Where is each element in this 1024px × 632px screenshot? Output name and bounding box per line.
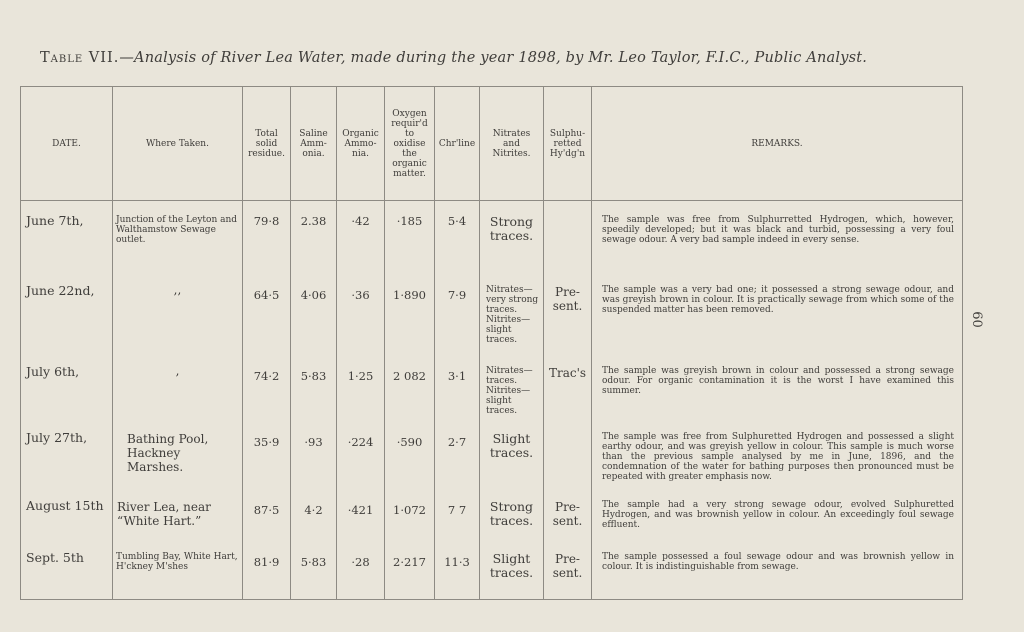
cell-date: June 7th,	[21, 201, 113, 286]
cell-where-taken: River Lea, near “White Hart.”	[113, 500, 243, 552]
cell-total-solid: 81·9	[243, 552, 291, 600]
cell-chlorine: 11·3	[435, 552, 480, 600]
cell-remarks: The sample was free from Sulphurretted Hydrogen, which, however, speedily developed; but it was black and turbid, possessing a very foul sewage odour. A very bad sample indeed in every sense.	[592, 201, 963, 286]
cell-nitrates-text: Nitrates—very strong traces.	[486, 285, 539, 315]
cell-nitrites-text: Nitrites—slight traces.	[486, 386, 531, 416]
cell-saline-ammonia: 2.38	[291, 201, 337, 286]
cell-sulph-hydrogen: Pre-sent.	[544, 552, 592, 600]
table-row	[21, 285, 963, 366]
cell-oxygen: ·185	[385, 201, 435, 286]
header-row	[21, 87, 963, 201]
table-title-text: —Analysis of River Lea Water, made during the year 1898, by Mr. Leo Taylor, F.I.C., Public Analyst.	[119, 50, 868, 66]
header-saline-ammonia: Saline Amm-onia.	[291, 87, 337, 201]
header-chlorine: Chr'line	[435, 87, 480, 201]
header-remarks: REMARKS.	[592, 87, 963, 201]
cell-where-taken: ,,	[113, 285, 243, 366]
table-title-lead: Table VII.	[40, 50, 120, 66]
cell-sulph-hydrogen: Trac's	[544, 366, 592, 432]
cell-total-solid: 35·9	[243, 432, 291, 500]
cell-saline-ammonia: 5·83	[291, 366, 337, 432]
cell-oxygen: ·590	[385, 432, 435, 500]
cell-remarks: The sample was a very bad one; it possessed a strong sewage odour, and was greyish brown in colour. It is practically sewage from which some of the suspended matter has been removed.	[592, 285, 963, 366]
cell-where-taken: Tumbling Bay, White Hart, H'ckney M'shes	[113, 552, 243, 600]
cell-organic-ammonia: ·28	[337, 552, 385, 600]
table-row	[21, 500, 963, 552]
cell-nitrates: Slight traces.	[480, 552, 544, 600]
cell-where-taken: ,	[113, 366, 243, 432]
table-title	[40, 50, 970, 66]
cell-date: July 6th,	[21, 366, 113, 432]
cell-saline-ammonia: ·93	[291, 432, 337, 500]
cell-where-taken: Bathing Pool, Hackney Marshes.	[113, 432, 243, 500]
cell-nitrates	[480, 285, 544, 366]
cell-organic-ammonia: ·421	[337, 500, 385, 552]
cell-remarks: The sample had a very strong sewage odour, evolved Sulphuretted Hydrogen, and was brownish yellow in colour. An exceedingly foul sewage effluent.	[592, 500, 963, 552]
header-nitrates-nitrites: Nitrates and Nitrites.	[480, 87, 544, 201]
cell-nitrates: Strong traces.	[480, 500, 544, 552]
cell-chlorine: 2·7	[435, 432, 480, 500]
header-total-solid-residue: Total solid residue.	[243, 87, 291, 201]
analysis-table	[20, 86, 963, 600]
cell-saline-ammonia: 4·06	[291, 285, 337, 366]
cell-chlorine: 5·4	[435, 201, 480, 286]
cell-nitrates	[480, 366, 544, 432]
header-sulphuretted-hydrogen: Sulphu-retted Hy'dg'n	[544, 87, 592, 201]
cell-total-solid: 87·5	[243, 500, 291, 552]
page-number: 60	[968, 311, 984, 328]
cell-oxygen: 2·217	[385, 552, 435, 600]
header-date: DATE.	[21, 87, 113, 201]
cell-organic-ammonia: ·42	[337, 201, 385, 286]
cell-saline-ammonia: 5·83	[291, 552, 337, 600]
cell-saline-ammonia: 4·2	[291, 500, 337, 552]
cell-chlorine: 3·1	[435, 366, 480, 432]
cell-total-solid: 64·5	[243, 285, 291, 366]
cell-date: July 27th,	[21, 432, 113, 500]
cell-sulph-hydrogen: Pre-sent.	[544, 500, 592, 552]
cell-sulph-hydrogen	[544, 432, 592, 500]
cell-organic-ammonia: 1·25	[337, 366, 385, 432]
cell-total-solid: 74·2	[243, 366, 291, 432]
cell-remarks: The sample was free from Sulphuretted Hydrogen and possessed a slight earthy odour, and was greyish yellow in colour. This sample is much worse than the previous sample analysed by me in June, 1896, and the condemnation of the water for bathing purposes then pronounced must be repeated with greater emphasis now.	[592, 432, 963, 500]
cell-organic-ammonia: ·36	[337, 285, 385, 366]
cell-sulph-hydrogen	[544, 201, 592, 286]
cell-sulph-hydrogen: Pre-sent.	[544, 285, 592, 366]
table-row	[21, 201, 963, 286]
cell-date: August 15th	[21, 500, 113, 552]
cell-nitrates: Strong traces.	[480, 201, 544, 286]
cell-nitrates-text: Nitrates—traces.	[486, 366, 533, 386]
table-row	[21, 552, 963, 600]
cell-organic-ammonia: ·224	[337, 432, 385, 500]
header-where-taken: Where Taken.	[113, 87, 243, 201]
cell-total-solid: 79·8	[243, 201, 291, 286]
cell-chlorine: 7·9	[435, 285, 480, 366]
table-row	[21, 432, 963, 500]
table-row	[21, 366, 963, 432]
cell-oxygen: 2 082	[385, 366, 435, 432]
cell-date: Sept. 5th	[21, 552, 113, 600]
cell-where-taken: Junction of the Leyton and Walthamstow Sewage outlet.	[113, 201, 243, 286]
cell-nitrites-text: Nitrites—slight traces.	[486, 315, 531, 345]
cell-chlorine: 7 7	[435, 500, 480, 552]
cell-oxygen: 1·890	[385, 285, 435, 366]
cell-date: June 22nd,	[21, 285, 113, 366]
header-oxygen-required: Oxygen requir'd to oxidise the organic matter.	[385, 87, 435, 201]
cell-nitrates: Slight traces.	[480, 432, 544, 500]
cell-oxygen: 1·072	[385, 500, 435, 552]
cell-remarks: The sample possessed a foul sewage odour and was brownish yellow in colour. It is indistinguishable from sewage.	[592, 552, 963, 600]
header-organic-ammonia: Organic Ammo-nia.	[337, 87, 385, 201]
cell-remarks: The sample was greyish brown in colour and possessed a strong sewage odour. For organic contamination it is the worst I have examined this summer.	[592, 366, 963, 432]
